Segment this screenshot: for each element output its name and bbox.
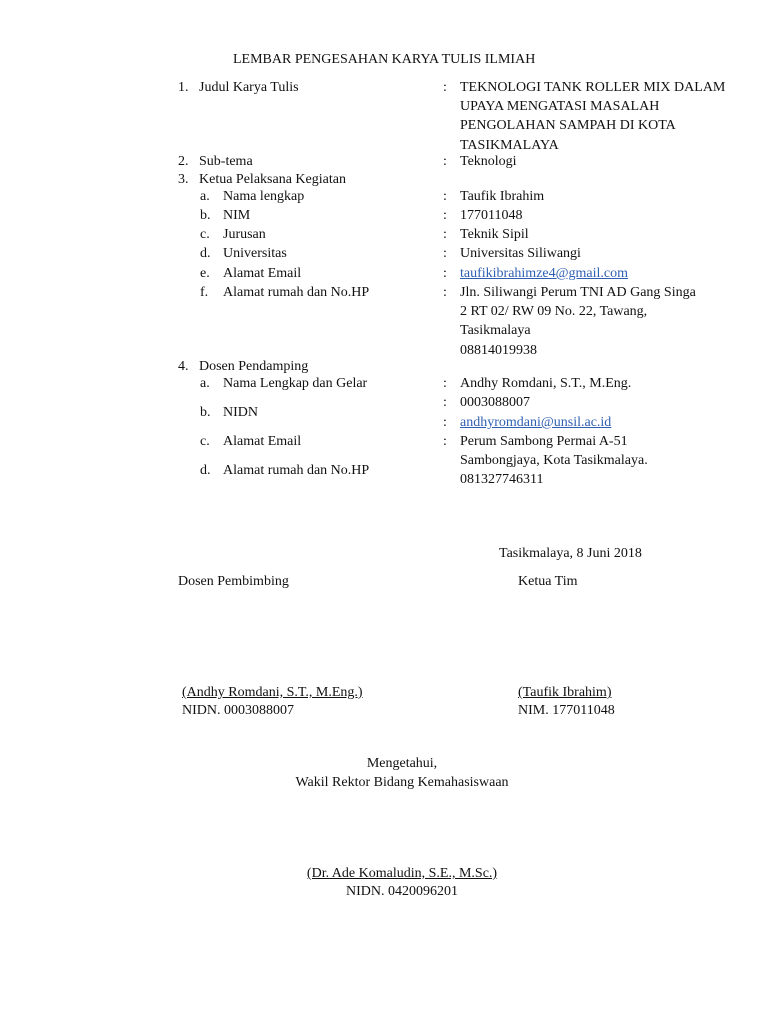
ketua-alamat-label: Alamat rumah dan No.HP	[223, 285, 370, 300]
dosen-email-label: Alamat Email	[223, 434, 302, 449]
ketua-universitas-value: Universitas Siliwangi	[460, 246, 581, 261]
item-label-subtema: Sub-tema	[199, 154, 253, 169]
colon: :	[443, 208, 447, 223]
dosen-alamat-line: Sambongjaya, Kota Tasikmalaya.	[460, 453, 648, 468]
judul-line: UPAYA MENGATASI MASALAH	[460, 99, 660, 114]
right-signer-id: NIM. 177011048	[518, 703, 615, 718]
colon: :	[443, 189, 447, 204]
sub-letter: e.	[200, 266, 210, 281]
ketua-jurusan-value: Teknik Sipil	[460, 227, 529, 242]
sub-letter: a.	[200, 189, 210, 204]
sub-letter: c.	[200, 227, 210, 242]
left-signer-name: (Andhy Romdani, S.T., M.Eng.)	[182, 685, 363, 700]
dosen-alamat-line: 081327746311	[460, 472, 544, 487]
ketua-email-label: Alamat Email	[223, 266, 302, 281]
colon: :	[443, 285, 447, 300]
sub-letter: b.	[200, 208, 211, 223]
judul-line: PENGOLAHAN SAMPAH DI KOTA	[460, 118, 676, 133]
ketua-nim-label: NIM	[223, 208, 251, 223]
colon: :	[443, 154, 447, 169]
item-number: 4.	[178, 359, 189, 374]
right-signer-name: (Taufik Ibrahim)	[518, 685, 612, 700]
colon: :	[443, 434, 447, 449]
dosen-email-link[interactable]: andhyromdani@unsil.ac.id	[460, 415, 612, 430]
ketua-alamat-line: Jln. Siliwangi Perum TNI AD Gang Singa	[460, 285, 696, 300]
place-date: Tasikmalaya, 8 Juni 2018	[499, 546, 642, 561]
item-label-dosen: Dosen Pendamping	[199, 359, 309, 374]
sub-letter: c.	[200, 434, 210, 449]
dosen-alamat-label: Alamat rumah dan No.HP	[223, 463, 370, 478]
sub-letter: d.	[200, 246, 211, 261]
wakil-rektor-role: Wakil Rektor Bidang Kemahasiswaan	[295, 775, 509, 790]
colon: :	[443, 246, 447, 261]
wakil-rektor-name-wrap	[0, 864, 768, 883]
right-signer-role: Ketua Tim	[518, 574, 578, 589]
ketua-alamat-line: 08814019938	[460, 343, 537, 358]
left-signer-role: Dosen Pembimbing	[178, 574, 289, 589]
item-number: 2.	[178, 154, 189, 169]
sub-letter: d.	[200, 463, 211, 478]
colon: :	[443, 376, 447, 391]
ketua-nama-label: Nama lengkap	[223, 189, 305, 204]
dosen-nama-label: Nama Lengkap dan Gelar	[223, 376, 368, 391]
ketua-jurusan-label: Jurusan	[223, 227, 266, 242]
judul-line: TEKNOLOGI TANK ROLLER MIX DALAM	[460, 80, 726, 95]
item-number: 3.	[178, 172, 189, 187]
ketua-email-link[interactable]: taufikibrahimze4@gmail.com	[460, 266, 629, 281]
subtema-value: Teknologi	[460, 154, 517, 169]
ketua-nama-value: Taufik Ibrahim	[460, 189, 545, 204]
dosen-nidn-value: 0003088007	[460, 395, 530, 410]
sub-letter: b.	[200, 405, 211, 420]
mengetahui-label: Mengetahui,	[366, 756, 438, 771]
dosen-nama-value: Andhy Romdani, S.T., M.Eng.	[460, 376, 632, 391]
ketua-alamat-line: 2 RT 02/ RW 09 No. 22, Tawang,	[460, 304, 648, 319]
colon: :	[443, 80, 447, 95]
ketua-nim-value: 177011048	[460, 208, 523, 223]
ketua-alamat-line: Tasikmalaya	[460, 323, 531, 338]
dosen-alamat-line: Perum Sambong Permai A-51	[460, 434, 628, 449]
colon: :	[443, 395, 447, 410]
colon: :	[443, 415, 447, 430]
judul-line: TASIKMALAYA	[460, 138, 559, 153]
item-label-judul: Judul Karya Tulis	[199, 80, 299, 95]
sub-letter: f.	[200, 285, 209, 300]
item-label-ketua: Ketua Pelaksana Kegiatan	[199, 172, 346, 187]
colon: :	[443, 227, 447, 242]
colon: :	[443, 266, 447, 281]
dosen-nidn-label: NIDN	[223, 405, 258, 420]
wakil-rektor-id: NIDN. 0420096201	[346, 884, 458, 899]
wakil-rektor-name: (Dr. Ade Komaludin, S.E., M.Sc.)	[306, 866, 498, 881]
sub-letter: a.	[200, 376, 210, 391]
left-signer-id: NIDN. 0003088007	[182, 703, 294, 718]
item-number: 1.	[178, 80, 189, 95]
page-title: LEMBAR PENGESAHAN KARYA TULIS ILMIAH	[233, 52, 536, 67]
ketua-universitas-label: Universitas	[223, 246, 287, 261]
